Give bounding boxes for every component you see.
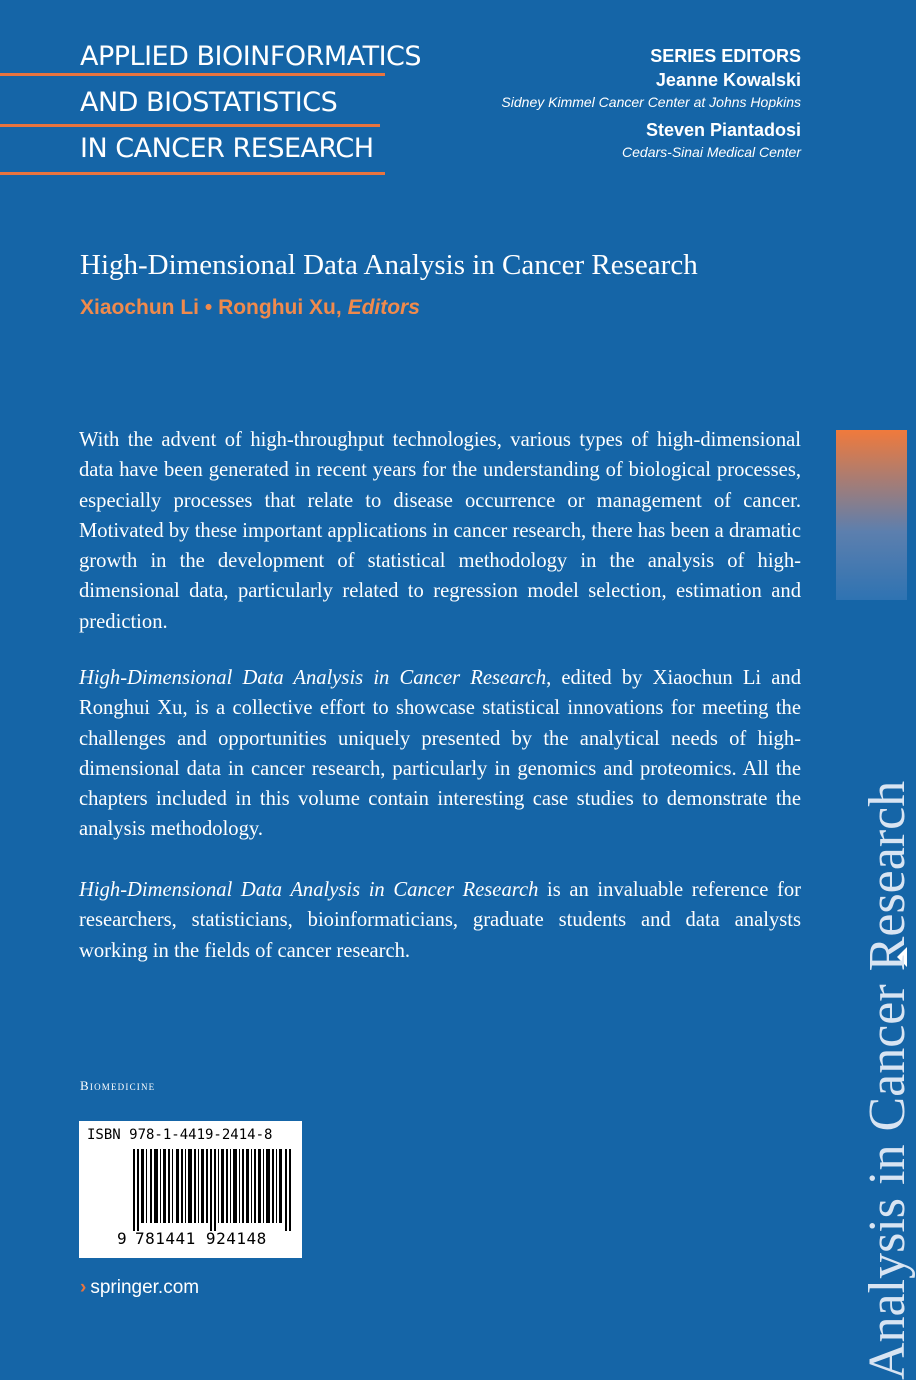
editor-affiliation: Cedars-Sinai Medical Center [622,144,801,160]
book-title-italic: High-Dimensional Data Analysis in Cancer Research [79,879,539,901]
editor-affiliation: Sidney Kimmel Cancer Center at Johns Hopkins [501,94,801,110]
category-label: Biomedicine [80,1078,156,1093]
series-rule-2 [0,124,380,127]
chevron-right-icon: › [80,1277,87,1298]
book-editors [80,296,420,320]
barcode-first-digit: 9 [117,1229,127,1248]
series-title-line-1: APPLIED BIOINFORMATICS [80,41,422,72]
blurb-text: With the advent of high-throughput technologies, various types of high-dimensional data have been generated in recent years for the understanding of biological processes, especially processes that relate to disease occurrence or management of cancer. Motivated by these important applications in cancer research, there has been a dramatic growth in the development of statistical methodology in the analysis of high-dimensional data, particularly related to regression model selection, estimation and prediction. [79,429,801,633]
editor-name: Steven Piantadosi [645,120,801,140]
publisher-url: springer.com [90,1277,200,1298]
blurb-text: is an invaluable reference for researchers, statisticians, bioinformaticians, graduate students and data analysts working in the fields of cancer research. [79,879,801,962]
series-title-line-3: IN CANCER RESEARCH [80,133,374,164]
series-title-line-2: AND BIOSTATISTICS [80,87,338,118]
spine-title: Analysis in Cancer Research [859,780,916,1380]
book-title-italic: High-Dimensional Data Analysis in Cancer Research [79,667,547,689]
series-title-block [0,38,422,176]
author-name: Xiaochun Li [80,296,200,319]
series-rule-1 [0,73,385,76]
publisher-link[interactable] [80,1277,199,1299]
editor-name: Jeanne Kowalski [655,70,801,90]
isbn-label: ISBN 978-1-4419-2414-8 [87,1127,273,1143]
barcode-bars [133,1149,293,1231]
blurb-paragraph-2 [79,663,801,845]
isbn-barcode [79,1121,302,1258]
editors-role: Editors [347,296,420,319]
series-editors-heading: SERIES EDITORS [650,46,801,66]
blurb-paragraph-3 [79,875,801,966]
barcode-digits: 781441 924148 [135,1229,267,1248]
author-name: Ronghui Xu, [218,296,342,319]
blurb-text: , edited by Xiaochun Li and Ronghui Xu, is a collective effort to showcase statistical innovations for meeting the challenges and opportunities uniquely presented by the analytical needs of high-dimensional data in cancer research, particularly in genomics and proteomics. All the chapters included in this volume contain interesting case studies to demonstrate the analysis methodology. [79,667,801,841]
book-title: High-Dimensional Data Analysis in Cancer Research [80,249,698,281]
blurb-paragraph-1 [79,425,801,637]
spine-color-tab [836,430,907,600]
series-rule-3 [0,172,385,175]
series-editors [501,44,801,168]
author-separator: • [204,296,213,319]
